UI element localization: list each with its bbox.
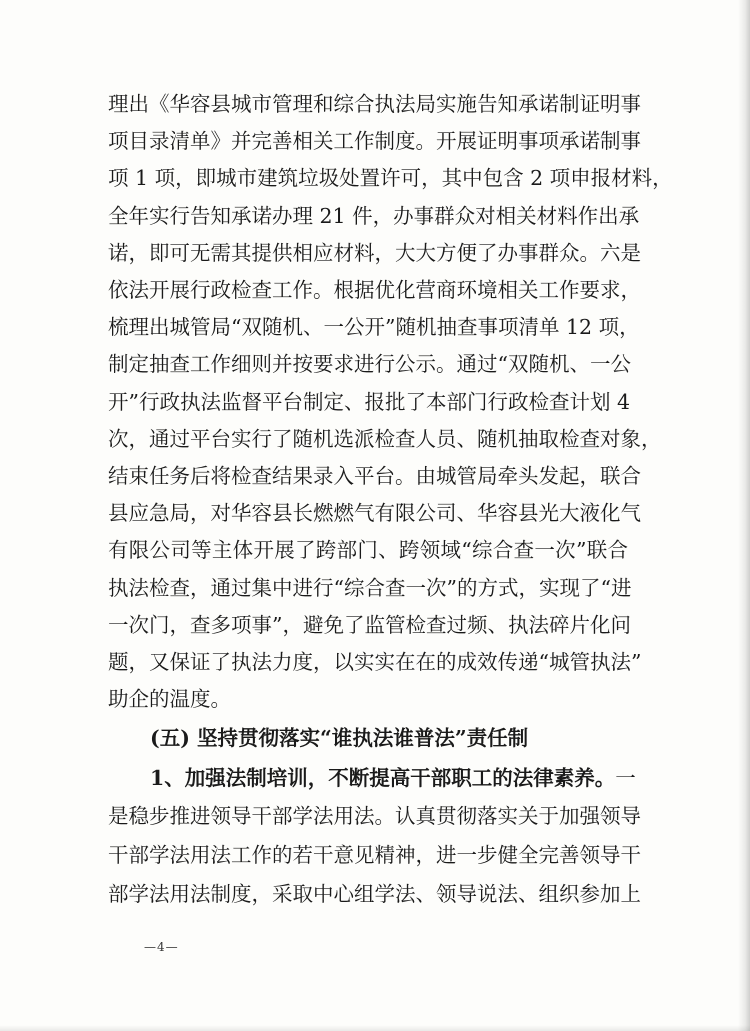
body-text-line: 制定抽查工作细则并按要求进行公示。通过“双随机、一公 [108, 352, 631, 376]
body-text-line: 理出《华容县城市管理和综合执法局实施告知承诺制证明事 [108, 92, 641, 116]
body-text-line: 梳理出城管局“双随机、一公开”随机抽查事项清单 12 项， [108, 315, 640, 339]
body-text-line: 项 1 项，即城市建筑垃圾处置许可，其中包含 2 项申报材料， [108, 166, 673, 190]
body-text-line: 一次门，查多项事”，避免了监管检查过频、执法碎片化问 [108, 613, 631, 637]
body-text-line: 助企的温度。 [108, 687, 231, 711]
body-text-line: 干部学法用法工作的若干意见精神，进一步健全完善领导干 [108, 843, 641, 867]
body-text-line: 有限公司等主体开展了跨部门、跨领域“综合查一次”联合 [108, 538, 628, 562]
body-text-line: 县应急局，对华容县长燃燃气有限公司、华容县光大液化气 [108, 501, 641, 525]
body-text-line: 依法开展行政检查工作。根据优化营商环境相关工作要求， [108, 278, 641, 302]
section-heading: (五) 坚持贯彻落实“谁执法谁普法”责任制 [150, 726, 529, 750]
body-text-line: 项目录清单》并完善相关工作制度。开展证明事项承诺制事 [108, 129, 641, 153]
scan-shadow-edge [738, 0, 750, 1031]
body-text-line: 结束任务后将检查结果录入平台。由城管局牵头发起，联合 [108, 464, 641, 488]
subsection-lead-bold: 1、加强法制培训，不断提高干部职工的法律素养。 [150, 766, 616, 790]
subsection-lead-rest: 一 [615, 766, 636, 790]
body-text-line: 执法检查，通过集中进行“综合查一次”的方式，实现了“进 [108, 576, 632, 600]
body-text-line: 是稳步推进领导干部学法用法。认真贯彻落实关于加强领导 [108, 804, 641, 828]
body-text-line: 开”行政执法监督平台制定、报批了本部门行政检查计划 4 [108, 390, 631, 414]
body-text-line: 全年实行告知承诺办理 21 件，办事群众对相关材料作出承 [108, 204, 640, 228]
scan-shadow-bottom [0, 1025, 750, 1031]
body-text-line: 诺，即可无需其提供相应材料，大大方便了办事群众。六是 [108, 241, 641, 265]
body-text-line: 次，通过平台实行了随机选派检查人员、随机抽取检查对象， [108, 427, 662, 451]
body-text-line: 题，又保证了执法力度，以实实在在的成效传递“城管执法” [108, 650, 642, 674]
page-number: —4— [144, 940, 179, 954]
body-text-line: 部学法用法制度，采取中心组学法、领导说法、组织参加上 [108, 882, 641, 906]
subsection-lead [150, 760, 636, 796]
